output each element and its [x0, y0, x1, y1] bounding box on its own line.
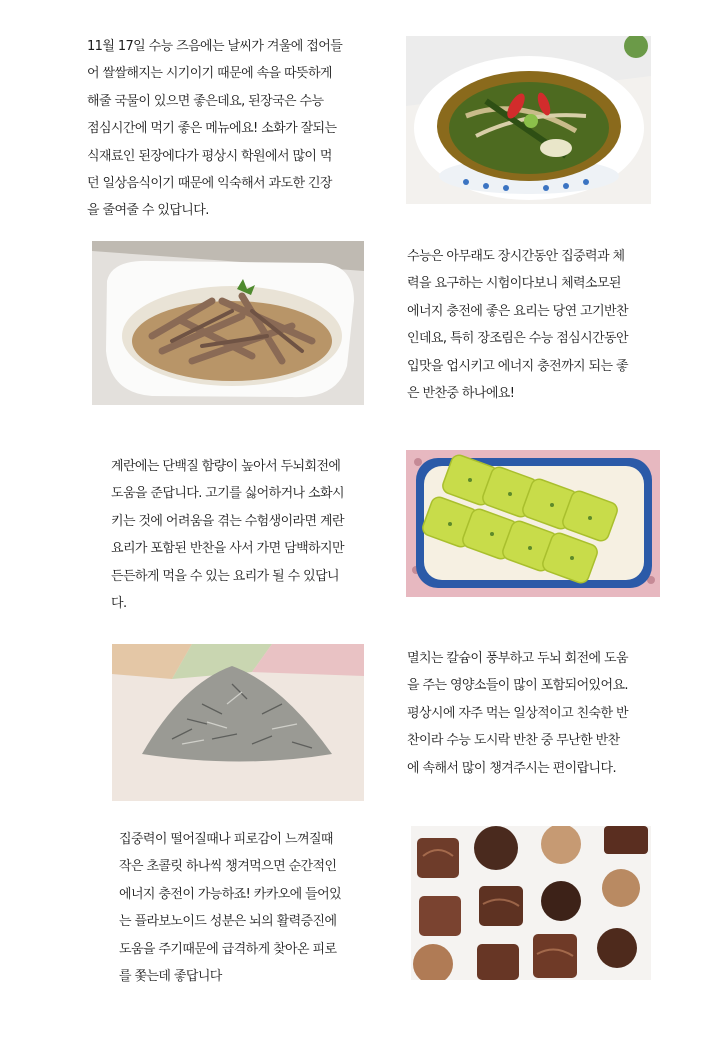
chocolates-photo [411, 826, 651, 980]
text-line: 11월 17일 수능 즈음에는 날씨가 겨울에 접어들 [87, 39, 343, 54]
text-line: 어 쌀쌀해지는 시기이기 때문에 속을 따뜻하게 [87, 66, 332, 82]
text-line: 을 줄여줄 수 있답니다. [87, 203, 209, 219]
text-line: 도움을 주기때문에 급격하게 찾아온 피로 [119, 941, 337, 957]
text-line: 다. [111, 596, 127, 612]
text-line: 에너지 충전이 가능하죠! 카카오에 들어있 [119, 886, 342, 902]
text-line: 평상시에 자주 먹는 일상적이고 친숙한 반 [407, 705, 628, 721]
text-line: 은 반찬중 하나에요! [407, 386, 515, 402]
text-line: 력을 요구하는 시험이다보니 체력소모된 [407, 276, 621, 292]
text-line: 을 주는 영양소들이 많이 포함되어있어요. [407, 678, 628, 694]
soybean-paste-soup-photo [406, 36, 651, 204]
chocolate-paragraph [119, 826, 394, 990]
text-line: 집중력이 떨어질때나 피로감이 느껴질때 [119, 832, 333, 847]
anchovy-paragraph [407, 645, 672, 782]
text-line: 를 쫓는데 좋답니다 [119, 969, 222, 985]
text-line: 작은 초콜릿 하나씩 챙겨먹으면 순간적인 [119, 859, 337, 875]
text-line: 찬이라 수능 도시락 반찬 중 무난한 반찬 [407, 733, 620, 749]
text-line: 에 속해서 많이 챙겨주시는 편이랍니다. [407, 760, 616, 776]
egg-paragraph [111, 453, 396, 617]
text-line: 수능은 아무래도 장시간동안 집중력과 체 [407, 249, 625, 264]
text-line: 멸치는 칼슘이 풍부하고 두뇌 회전에 도움 [407, 651, 628, 666]
rolled-omelette-photo [406, 450, 660, 597]
dried-anchovies-photo [112, 644, 364, 801]
soup-paragraph [87, 33, 387, 225]
text-line: 점심시간에 먹기 좋은 메뉴에요! 소화가 잘되는 [87, 121, 337, 137]
text-line: 는 플라보노이드 성분은 뇌의 활력증진에 [119, 914, 337, 930]
braised-beef-paragraph [407, 243, 672, 407]
text-line: 키는 것에 어려움을 겪는 수험생이라면 계란 [111, 513, 344, 529]
braised-beef-photo [92, 241, 364, 405]
text-line: 던 일상음식이기 때문에 익숙해서 과도한 긴장 [87, 176, 332, 192]
text-line: 인데요, 특히 장조림은 수능 점심시간동안 [407, 331, 628, 347]
text-line: 요리가 포함된 반찬을 사서 가면 담백하지만 [111, 541, 344, 557]
text-line: 도움을 준답니다. 고기를 싫어하거나 소화시 [111, 486, 344, 502]
text-line: 식재료인 된장에다가 평상시 학원에서 많이 먹 [87, 148, 332, 164]
text-line: 해줄 국물이 있으면 좋은데요, 된장국은 수능 [87, 93, 324, 109]
text-line: 입맛을 업시키고 에너지 충전까지 되는 좋 [407, 358, 628, 374]
text-line: 든든하게 먹을 수 있는 요리가 될 수 있답니 [111, 568, 340, 584]
text-line: 계란에는 단백질 함량이 높아서 두뇌회전에 [111, 459, 341, 474]
text-line: 에너지 충전에 좋은 요리는 당연 고기반찬 [407, 303, 628, 319]
